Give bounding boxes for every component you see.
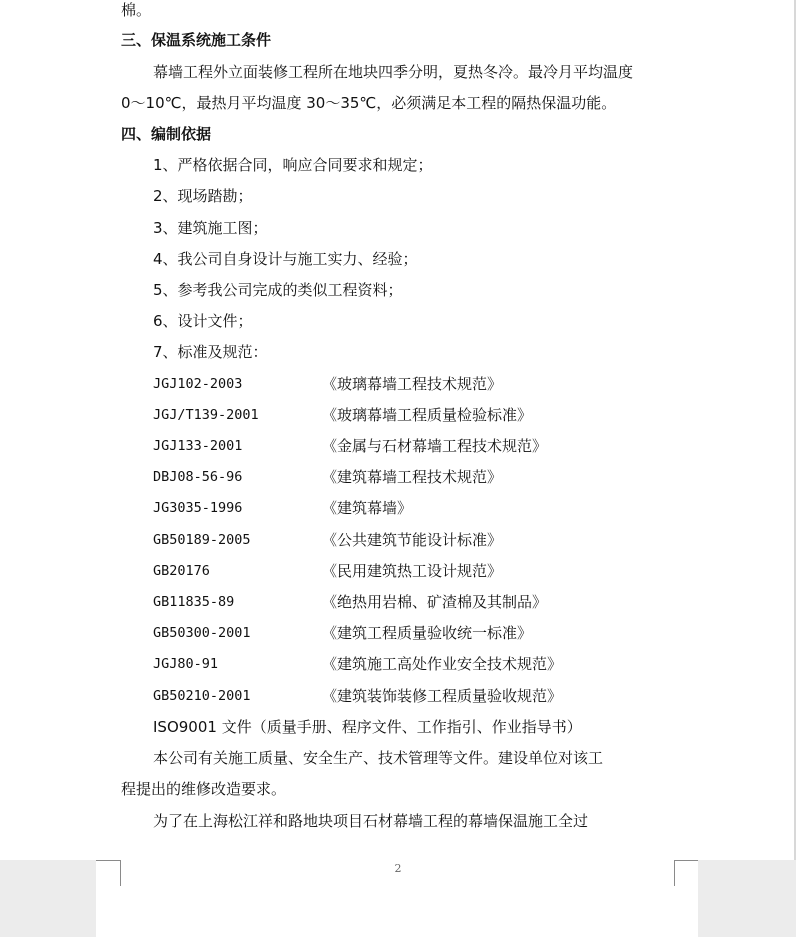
list-item: 4、我公司自身设计与施工实力、经验；: [153, 250, 418, 268]
crop-mark-right-h: [674, 860, 698, 861]
standard-title: 《建筑工程质量验收统一标准》: [322, 624, 533, 642]
paragraph-line: 幕墙工程外立面装修工程所在地块四季分明，夏热冬冷。最冷月平均温度: [153, 63, 634, 81]
standard-title: 《玻璃幕墙工程技术规范》: [322, 375, 503, 393]
standard-title: 《建筑幕墙》: [322, 499, 413, 517]
standard-code: JG3035-1996: [153, 500, 243, 516]
section-heading-4: 四、编制依据: [121, 125, 212, 143]
list-item: 6、设计文件；: [153, 312, 253, 330]
list-item: 1、严格依据合同，响应合同要求和规定；: [153, 156, 433, 174]
text-line-continuation: 棉。: [121, 1, 152, 19]
paragraph-line: ISO9001 文件（质量手册、程序文件、工作指引、作业指导书）: [153, 718, 582, 736]
standard-title: 《民用建筑热工设计规范》: [322, 562, 503, 580]
standard-title: 《绝热用岩棉、矿渣棉及其制品》: [322, 593, 548, 611]
list-item: 3、建筑施工图；: [153, 219, 268, 237]
list-item: 5、参考我公司完成的类似工程资料；: [153, 281, 403, 299]
standard-code: JGJ133-2001: [153, 438, 243, 454]
standard-code: GB20176: [153, 563, 210, 579]
standard-code: GB11835-89: [153, 594, 235, 610]
standard-code: GB50189-2005: [153, 532, 251, 548]
standard-code: GB50210-2001: [153, 688, 251, 704]
standard-code: GB50300-2001: [153, 625, 251, 641]
crop-mark-left-h: [96, 860, 120, 861]
standard-title: 《玻璃幕墙工程质量检验标准》: [322, 406, 533, 424]
crop-mark-right-v: [674, 860, 675, 886]
crop-mark-left-v: [120, 860, 121, 886]
standard-title: 《建筑幕墙工程技术规范》: [322, 468, 503, 486]
paragraph-line: 本公司有关施工质量、安全生产、技术管理等文件。建设单位对该工: [153, 749, 604, 767]
page-number: 2: [394, 862, 402, 875]
paragraph-line: 为了在上海松江祥和路地块项目石材幕墙工程的幕墙保温施工全过: [153, 812, 589, 830]
paragraph-line: 0～10℃，最热月平均温度 30～35℃，必须满足本工程的隔热保温功能。: [121, 94, 617, 112]
list-item: 2、现场踏勘；: [153, 187, 253, 205]
standard-code: DBJ08-56-96: [153, 469, 243, 485]
standard-title: 《公共建筑节能设计标准》: [322, 531, 503, 549]
standard-title: 《建筑施工高处作业安全技术规范》: [322, 655, 563, 673]
standard-title: 《建筑装饰装修工程质量验收规范》: [322, 687, 563, 705]
list-item: 7、标准及规范：: [153, 343, 268, 361]
standard-code: JGJ102-2003: [153, 376, 243, 392]
standard-code: JGJ80-91: [153, 656, 219, 672]
section-heading-3: 三、保温系统施工条件: [121, 31, 272, 49]
standard-title: 《金属与石材幕墙工程技术规范》: [322, 437, 548, 455]
standard-code: JGJ/T139-2001: [153, 407, 259, 423]
paragraph-line: 程提出的维修改造要求。: [121, 780, 287, 798]
